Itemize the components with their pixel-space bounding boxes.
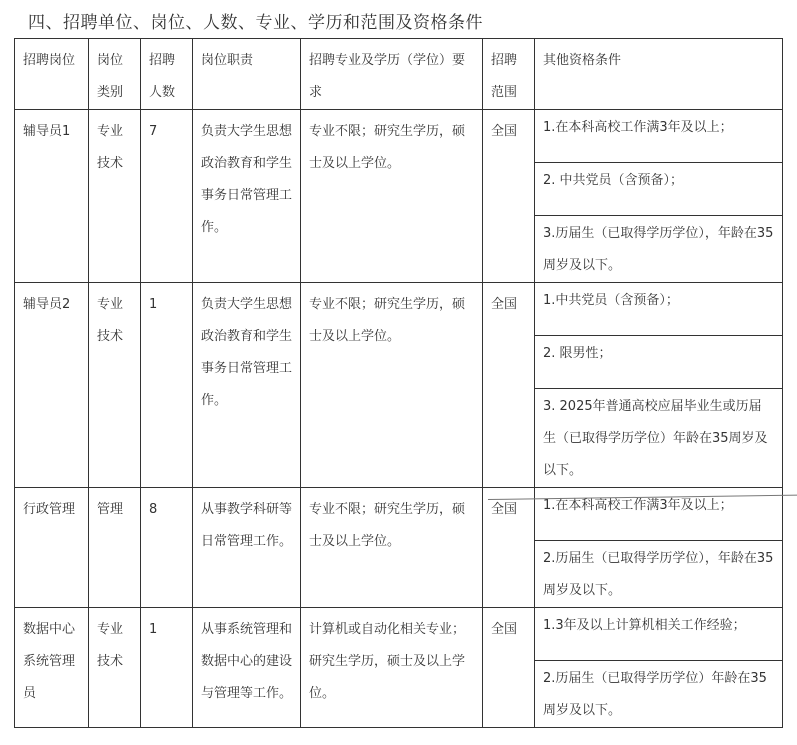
cell-category: 专业技术 (89, 608, 141, 728)
cell-count: 7 (141, 110, 193, 283)
cell-count: 1 (141, 283, 193, 488)
cell-education: 专业不限；研究生学历，硕士及以上学位。 (301, 488, 483, 608)
cell-count: 1 (141, 608, 193, 728)
header-count: 招聘人数 (141, 39, 193, 110)
cell-education: 专业不限；研究生学历，硕士及以上学位。 (301, 110, 483, 283)
cell-scope: 全国 (483, 110, 535, 283)
cell-condition: 3. 2025年普通高校应届毕业生或历届生（已取得学历学位）年龄在35周岁及以下。 (535, 389, 783, 488)
table-row (15, 608, 783, 661)
cell-duties: 负责大学生思想政治教育和学生事务日常管理工作。 (193, 110, 301, 283)
cell-scope: 全国 (483, 488, 535, 608)
header-category: 岗位类别 (89, 39, 141, 110)
recruitment-table (14, 38, 783, 728)
cell-position: 数据中心系统管理员 (15, 608, 89, 728)
table-row (15, 488, 783, 541)
header-position: 招聘岗位 (15, 39, 89, 110)
table-row (15, 283, 783, 336)
cell-condition: 3.历届生（已取得学历学位），年龄在35周岁及以下。 (535, 216, 783, 283)
cell-condition: 1.在本科高校工作满3年及以上； (535, 488, 783, 541)
section-heading: 四、招聘单位、岗位、人数、专业、学历和范围及资格条件 (28, 13, 483, 33)
header-row (15, 39, 783, 110)
cell-scope: 全国 (483, 283, 535, 488)
cell-position: 辅导员2 (15, 283, 89, 488)
header-conditions: 其他资格条件 (535, 39, 783, 110)
cell-education: 计算机或自动化相关专业；研究生学历，硕士及以上学位。 (301, 608, 483, 728)
cell-condition: 2. 限男性； (535, 336, 783, 389)
cell-condition: 1.中共党员（含预备）； (535, 283, 783, 336)
cell-count: 8 (141, 488, 193, 608)
cell-position: 辅导员1 (15, 110, 89, 283)
cell-condition: 2.历届生（已取得学历学位），年龄在35周岁及以下。 (535, 541, 783, 608)
cell-scope: 全国 (483, 608, 535, 728)
cell-category: 管理 (89, 488, 141, 608)
header-duties: 岗位职责 (193, 39, 301, 110)
cell-duties: 负责大学生思想政治教育和学生事务日常管理工作。 (193, 283, 301, 488)
cell-condition: 2. 中共党员（含预备）； (535, 163, 783, 216)
table-row (15, 110, 783, 163)
cell-education: 专业不限；研究生学历，硕士及以上学位。 (301, 283, 483, 488)
cell-condition: 1.在本科高校工作满3年及以上； (535, 110, 783, 163)
cell-category: 专业技术 (89, 283, 141, 488)
cell-position: 行政管理 (15, 488, 89, 608)
cell-duties: 从事系统管理和数据中心的建设与管理等工作。 (193, 608, 301, 728)
cell-duties: 从事教学科研等日常管理工作。 (193, 488, 301, 608)
cell-condition: 2.历届生（已取得学历学位）年龄在35周岁及以下。 (535, 661, 783, 728)
cell-condition: 1.3年及以上计算机相关工作经验； (535, 608, 783, 661)
header-education: 招聘专业及学历（学位）要求 (301, 39, 483, 110)
header-scope: 招聘范围 (483, 39, 535, 110)
cell-category: 专业技术 (89, 110, 141, 283)
